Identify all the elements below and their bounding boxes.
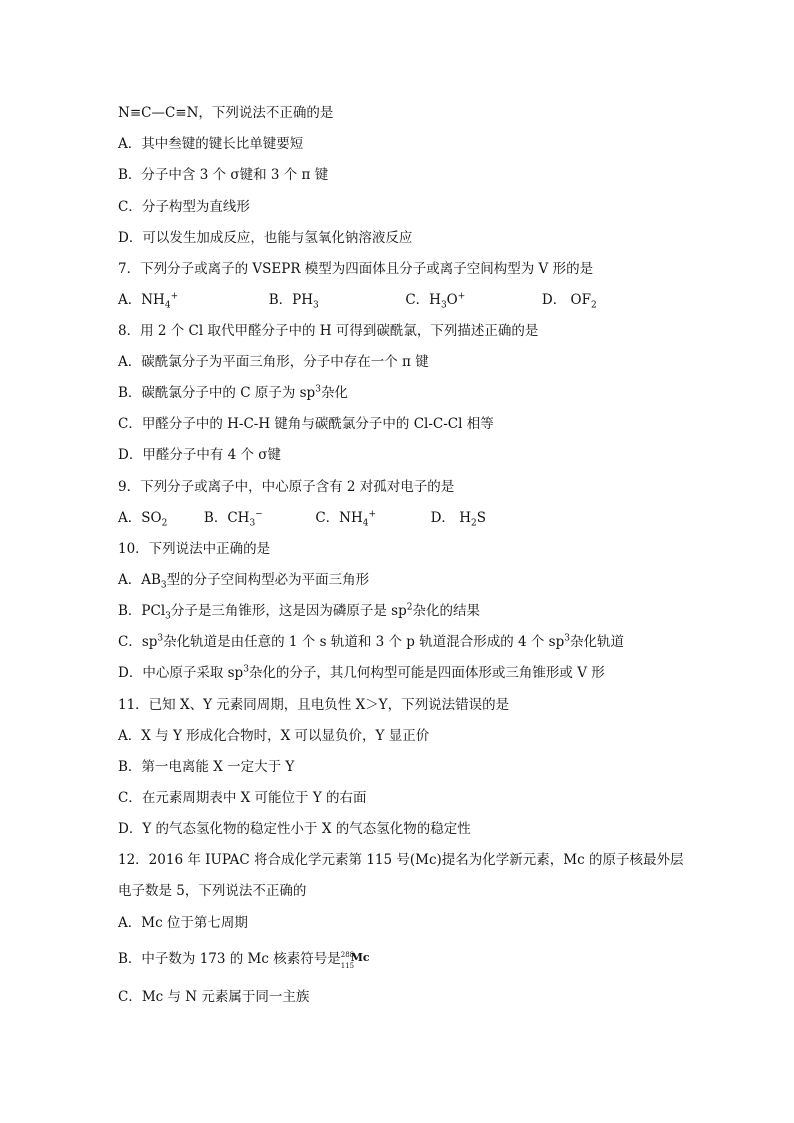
q7-option-c: C．$H_3O^+$ bbox=[405, 291, 466, 311]
q10-option-c: C．$sp^3$杂化轨道是由任意的 1 个 s 轨道和 3 个 p 轨道混合形成的 4 个 $sp^3$杂化轨道 bbox=[118, 633, 624, 650]
q11-stem: 11．已知 X、Y 元素同周期，且电负性 X＞Y，下列说法错误的是 bbox=[118, 697, 510, 713]
q9-option-c: C．$NH_4^+$ bbox=[315, 509, 377, 529]
q9-stem: 9．下列分子或离子中，中心原子含有 2 对孤对电子的是 bbox=[118, 479, 455, 495]
q8-option-d: D．甲醛分子中有 4 个 σ键 bbox=[118, 447, 282, 463]
q9-option-b: B．$CH_3^-$ bbox=[203, 509, 263, 529]
q9-option-d: D． $H_2S$ bbox=[430, 510, 486, 529]
q12-stem-line1: 12．2016 年 IUPAC 将合成化学元素第 115 号(Mc)提名为化学新元素，Mc 的原子核最外层 bbox=[118, 852, 684, 868]
q8-option-c: C．甲醛分子中的 H-C-H 键角与碳酰氯分子中的 Cl-C-Cl 相等 bbox=[118, 416, 494, 432]
q7-option-b: B．$PH_3$ bbox=[268, 292, 319, 311]
q10-option-d: D．中心原子采取 $sp^3$杂化的分子，其几何构型可能是四面体形或三角锥形或 V 形 bbox=[118, 664, 605, 681]
q8-option-b: B．碳酰氯分子中的 C 原子为 $sp^3$杂化 bbox=[118, 384, 348, 401]
q9-option-a: A．$SO_2$ bbox=[118, 510, 168, 529]
q10-option-b: B．PCl$_3$分子是三角锥形，这是因为磷原子是 $sp^2$杂化的结果 bbox=[118, 602, 480, 622]
q12-option-c: C．Mc 与 N 元素属于同一主族 bbox=[118, 989, 310, 1005]
q11-option-b: B．第一电离能 X 一定大于 Y bbox=[118, 759, 295, 775]
q6-option-d: D．可以发生加成反应，也能与氢氧化钠溶液反应 bbox=[118, 230, 413, 246]
q8-option-a: A．碳酰氯分子为平面三角形，分子中存在一个 π 键 bbox=[118, 354, 429, 370]
q12-stem-line2: 电子数是 5，下列说法不正确的 bbox=[118, 883, 307, 899]
q11-option-a: A．X 与 Y 形成化合物时，X 可以显负价，Y 显正价 bbox=[118, 728, 430, 744]
q7-stem: 7．下列分子或离子的 VSEPR 模型为四面体且分子或离子空间构型为 V 形的是 bbox=[118, 261, 594, 277]
q7-option-a: A．$NH_4^+$ bbox=[118, 291, 179, 311]
q9-options bbox=[118, 509, 486, 527]
q11-option-d: D．Y 的气态氢化物的稳定性小于 X 的气态氢化物的稳定性 bbox=[118, 821, 471, 837]
q6-option-a: A．其中叁键的键长比单键要短 bbox=[118, 136, 304, 152]
q12-option-b: B．中子数为 173 的 Mc 核素符号是 288 115 Mc bbox=[118, 949, 377, 968]
q6-stem: N≡C—C≡N，下列说法不正确的是 bbox=[118, 105, 334, 121]
q8-stem: 8．用 2 个 Cl 取代甲醛分子中的 H 可得到碳酰氯，下列描述正确的是 bbox=[118, 323, 539, 339]
q12-option-a: A．Mc 位于第七周期 bbox=[118, 915, 248, 931]
nuclide-symbol: 288 115 Mc bbox=[340, 951, 370, 970]
q10-option-a: A．$AB_3$型的分子空间构型必为平面三角形 bbox=[118, 572, 370, 591]
q10-stem: 10．下列说法中正确的是 bbox=[118, 541, 271, 557]
q6-option-b: B．分子中含 3 个 σ键和 3 个 π 键 bbox=[118, 167, 329, 183]
q7-options bbox=[118, 291, 597, 309]
q11-option-c: C．在元素周期表中 X 可能位于 Y 的右面 bbox=[118, 790, 367, 806]
q6-option-c: C．分子构型为直线形 bbox=[118, 199, 250, 215]
q7-option-d: D． $OF_2$ bbox=[541, 292, 597, 311]
